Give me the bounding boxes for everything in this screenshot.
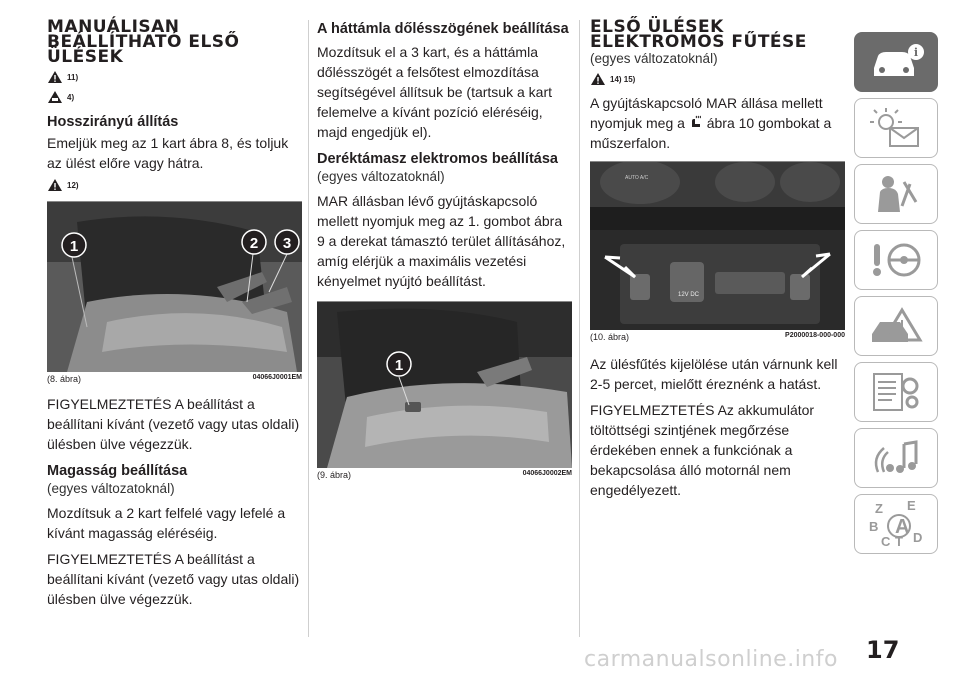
tab-starting-driving[interactable] (854, 230, 938, 290)
tab-maintenance[interactable] (854, 362, 938, 422)
svg-text:C: C (881, 534, 891, 549)
svg-text:A: A (895, 516, 910, 538)
figure-number: (8. ábra) (47, 374, 82, 384)
emergency-icon (866, 304, 926, 348)
svg-text:Z: Z (875, 501, 883, 516)
warning-ref-number: 12) (67, 180, 79, 190)
heading-lumbar: Deréktámasz elektromos beállítása (317, 151, 558, 167)
lumbar-button-photo (317, 302, 572, 468)
watermark: carmanualsonline.info (584, 647, 838, 672)
warning-triangle-icon (47, 178, 63, 192)
svg-text:T: T (895, 534, 903, 549)
heading-backrest: A háttámla dőlésszögének beállítása (317, 21, 569, 37)
text-heating-delay: Az ülésfűtés kijelölése után várnunk kell 2-5 percet, mielőtt éreznénk a hatást. (590, 356, 838, 392)
warning-triangle-icon (47, 70, 63, 84)
tab-emergency[interactable] (854, 296, 938, 356)
text-backrest: Mozdítsuk el a 3 kart, és a háttámla dőlésszögét a felsőtest elmozdítása segítségével állítsuk be (tartsuk a kart felemelve a kívánt pozíció eléréséig, majd engedjük el). (317, 44, 552, 140)
warning-triangle-icon (590, 72, 606, 86)
svg-text:1: 1 (394, 357, 404, 374)
caution-triangle-icon (47, 90, 63, 104)
index-icon (863, 498, 929, 550)
svg-text:E: E (907, 498, 916, 513)
figure-code: 04066J0001EM (252, 374, 302, 381)
warning-text: FIGYELMEZTETÉS A beállítást a beállítani kívánt (vezető vagy utas oldali) ülésben ülve végezzük. (47, 551, 300, 607)
warning-reference (47, 177, 302, 193)
tab-car-info[interactable] (854, 32, 938, 92)
tab-safety[interactable] (854, 164, 938, 224)
svg-text:2: 2 (249, 235, 259, 252)
safety-icon (866, 172, 926, 216)
tab-index[interactable] (854, 494, 938, 554)
column-divider (308, 20, 309, 637)
figure-caption (47, 374, 302, 384)
heading-height: Magasság beállítása (47, 463, 188, 479)
seat-heater-icon (689, 115, 703, 129)
svg-text:i: i (913, 46, 919, 59)
text-longitudinal: Emeljük meg az 1 kart ábra 8, és toljuk az ülést előre vagy hátra. (47, 135, 289, 171)
column-seat-heating (590, 17, 845, 500)
figure-caption (317, 470, 572, 480)
figure-code: 04066J0002EM (522, 470, 572, 477)
caution-ref-number: 4) (67, 92, 75, 102)
warning-ref-number: 14) 15) (610, 74, 636, 84)
variant-note: (egyes változatoknál) (590, 51, 718, 66)
maintenance-icon (866, 370, 926, 414)
svg-text:3: 3 (282, 235, 292, 252)
section-title: ELSŐ ÜLÉSEK ELEKTROMOS FŰTÉSE (590, 17, 807, 52)
dashboard-buttons-photo (590, 162, 845, 330)
svg-text:12V DC: 12V DC (678, 292, 700, 298)
multimedia-icon (866, 436, 926, 480)
chapter-nav (854, 32, 938, 560)
column-manual-seats (47, 17, 302, 609)
heading-longitudinal: Hosszirányú állítás (47, 114, 179, 130)
figure-caption (590, 332, 845, 342)
variant-note: (egyes változatoknál) (317, 169, 445, 184)
lights-warning-icon (866, 106, 926, 150)
text-lumbar: MAR állásban lévő gyújtáskapcsoló mellett nyomjuk meg az 1. gombot ábra 9 a derekat támasztó terület állításához, amíg elérjük a maximális vezetési kényelmet nyújtó beállítást. (317, 193, 566, 289)
section-title: MANUÁLISAN BEÁLLÍTHATÓ ELSŐ ÜLÉSEK (47, 17, 240, 67)
svg-text:1: 1 (69, 238, 79, 255)
figure-code: P2000018-000-000 (785, 332, 845, 339)
svg-text:AUTO A/C: AUTO A/C (625, 175, 649, 181)
figure-8 (47, 201, 302, 384)
text-heating-instruction: A gyújtáskapcsoló MAR állása mellett nyomjuk meg a ábra 10 gombokat a műszerfalon. (590, 95, 832, 151)
tab-multimedia[interactable] (854, 428, 938, 488)
warning-ref-number: 11) (67, 72, 79, 82)
svg-text:D: D (913, 530, 923, 545)
column-backrest (317, 20, 572, 480)
column-divider (579, 20, 580, 637)
figure-number: (9. ábra) (317, 470, 352, 480)
warning-text-battery: FIGYELMEZTETÉS Az akkumulátor töltöttségi szintjének megőrzése érdekében ennek a funkciónak a bekapcsolása álló motornál nem engedélyezett. (590, 402, 815, 498)
warning-reference (47, 69, 302, 85)
start-driving-icon (866, 238, 926, 282)
text-height: Mozdítsuk a 2 kart felfelé vagy lefelé a kívánt magasság eléréséig. (47, 505, 286, 541)
svg-text:B: B (869, 519, 879, 534)
warning-text: FIGYELMEZTETÉS A beállítást a beállítani kívánt (vezető vagy utas oldali) ülésben ülve végezzük. (47, 396, 300, 452)
warning-reference (590, 71, 845, 87)
figure-number: (10. ábra) (590, 332, 630, 342)
figure-9 (317, 301, 572, 480)
seat-levers-photo (47, 202, 302, 372)
tab-lights-warnings[interactable] (854, 98, 938, 158)
figure-10 (590, 161, 845, 342)
variant-note: (egyes változatoknál) (47, 481, 175, 496)
car-info-icon (866, 42, 926, 82)
caution-reference (47, 89, 302, 105)
page-number: 17 (866, 636, 900, 664)
